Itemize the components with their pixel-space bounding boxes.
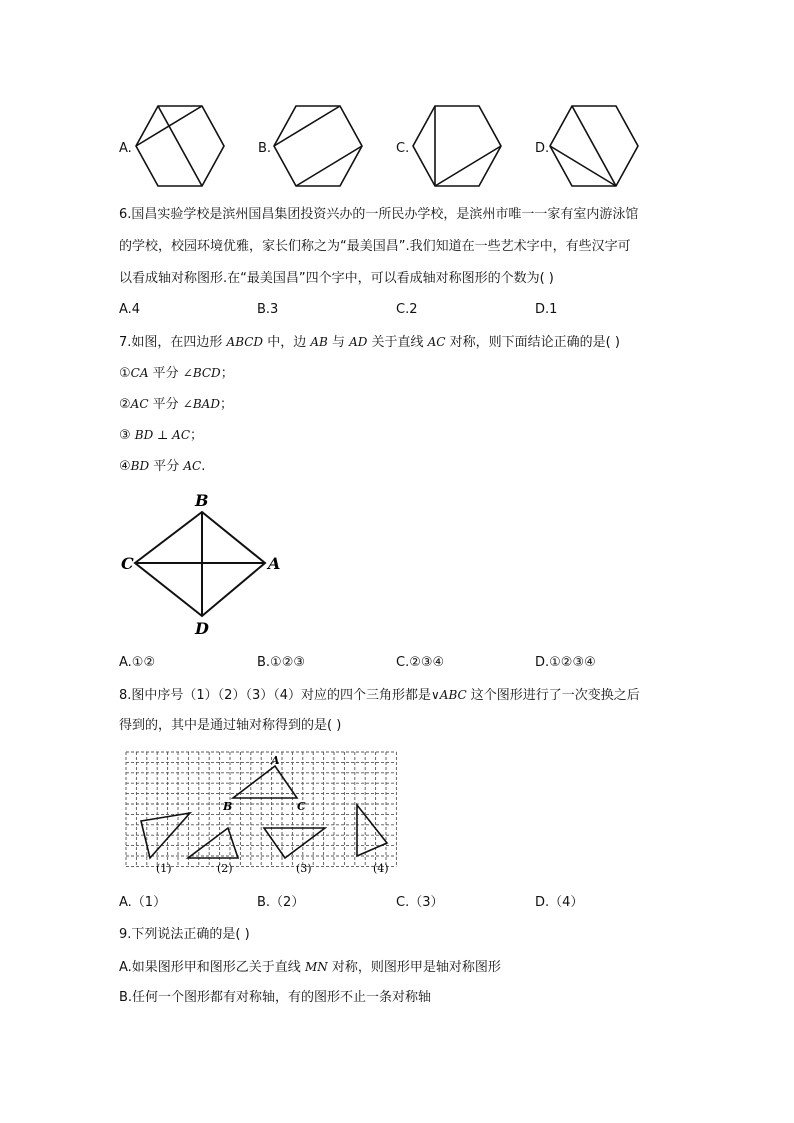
q7-stem-text: 对称，则下面结论正确的是( ) (445, 335, 620, 350)
q9-option-a-text: A.如果图形甲和图形乙关于直线 (119, 960, 305, 975)
q7-s1-text: 平分 (148, 366, 183, 381)
q7-stem-text: 中，边 (263, 335, 311, 350)
q7-stem-text: 与 (327, 335, 350, 350)
q7-kite-figure (118, 490, 288, 640)
q7-s2-var: AC (130, 397, 149, 411)
q7-option-b: B.①②③ (257, 655, 306, 670)
q5-hexagon-a (132, 103, 228, 189)
q8-option-d: D.（4） (535, 895, 584, 910)
q7-s2-num: ② (119, 397, 131, 412)
q7-s1-angle: ∠BCD (182, 366, 221, 380)
q7-stem-text: 7.如图，在四边形 (119, 335, 227, 350)
q7-option-c: C.②③④ (396, 655, 445, 670)
q7-var-abcd: ABCD (226, 335, 264, 349)
q5-option-d-label: D. (535, 141, 550, 156)
q7-stem (119, 332, 620, 353)
q7-option-d: D.①②③④ (535, 655, 596, 670)
q7-s2-angle: ∠BAD (182, 397, 220, 411)
q5-option-a-label: A. (119, 141, 132, 156)
q7-s2-text: 平分 (148, 397, 183, 412)
q8-grid-lines (126, 752, 396, 866)
q8-line-1-text: 8.图中序号（1）（2）（3）（4）对应的四个三角形都是 (119, 688, 431, 703)
q5-hexagon-d (546, 103, 642, 189)
q8-triangle-3 (264, 828, 325, 858)
q7-s1-var: CA (130, 366, 149, 380)
q8-label-1: (1) (156, 862, 172, 875)
q8-option-a: A.（1） (119, 895, 167, 910)
q7-label-c: C (121, 554, 134, 573)
q7-s4-var: BD (130, 459, 150, 473)
q9-option-a (119, 957, 501, 978)
q9-option-a-text: 对称，则图形甲是轴对称图形 (327, 960, 501, 975)
q7-label-a: A (268, 554, 281, 573)
q7-var-ad: AD (349, 335, 368, 349)
q6-option-a: A.4 (119, 302, 141, 317)
q8-line-2: 得到的，其中是通过轴对称得到的是( ) (119, 718, 342, 733)
q7-s1-end: ； (220, 366, 234, 381)
q7-s4-num: ④ (119, 459, 131, 474)
q6-line-3: 以看成轴对称图形.在“最美国昌”四个字中，可以看成轴对称图形的个数为( ) (119, 271, 554, 286)
q8-option-c: C.（3） (396, 895, 444, 910)
q7-stem-text: 关于直线 (367, 335, 428, 350)
q6-option-d: D.1 (535, 302, 558, 317)
q7-s3-num: ③ (119, 428, 135, 443)
q7-statement-4 (119, 456, 205, 477)
q6-line-2: 的学校，校园环境优雅，家长们称之为“最美国昌”.我们知道在一些艺术字中，有些汉字可 (119, 239, 631, 254)
q7-label-d: D (195, 619, 209, 638)
q5-hexagon-b (270, 103, 366, 189)
q8-label-4: (4) (373, 862, 389, 875)
q7-statement-1 (119, 363, 234, 384)
q7-s3-end: ； (190, 428, 204, 443)
q8-label-2: (2) (217, 862, 233, 875)
q9-var-mn: MN (304, 960, 328, 974)
q7-s4-text: 平分 (149, 459, 184, 474)
q7-statement-3 (119, 425, 203, 446)
q5-hexagon-c (409, 103, 505, 189)
q8-label-3: (3) (296, 862, 312, 875)
q8-label-a: A (271, 754, 280, 767)
q8-line-1 (119, 685, 640, 706)
q7-var-ac: AC (427, 335, 446, 349)
q7-s2-end: ； (219, 397, 233, 412)
q8-option-b: B.（2） (257, 895, 305, 910)
q7-s4-var2: AC (183, 459, 202, 473)
q7-label-b: B (195, 491, 209, 510)
q7-s4-end: . (201, 459, 206, 474)
q7-s3-perp: BD ⊥ AC (134, 428, 190, 442)
q8-label-b: B (223, 800, 233, 813)
q5-option-b-label: B. (258, 141, 272, 156)
q5-option-c-label: C. (396, 141, 410, 156)
q6-option-c: C.2 (396, 302, 418, 317)
q8-triangle-abc: ∨ABC (431, 688, 467, 702)
q8-label-c: C (297, 800, 306, 813)
q6-option-b: B.3 (257, 302, 279, 317)
q7-var-ab: AB (310, 335, 328, 349)
q6-line-1: 6.国昌实验学校是滨州国昌集团投资兴办的一所民办学校，是滨州市唯一一家有室内游泳馆 (119, 207, 639, 222)
q8-line-1-text: 这个图形进行了一次变换之后 (466, 688, 640, 703)
q7-statement-2 (119, 394, 233, 415)
q8-triangle-4 (357, 805, 387, 856)
q9-stem: 9.下列说法正确的是( ) (119, 927, 250, 942)
q7-option-a: A.①② (119, 655, 156, 670)
q8-triangle-2 (188, 828, 238, 858)
q7-s1-num: ① (119, 366, 131, 381)
q8-grid-figure (122, 748, 406, 876)
q9-option-b: B.任何一个图形都有对称轴，有的图形不止一条对称轴 (119, 990, 432, 1005)
